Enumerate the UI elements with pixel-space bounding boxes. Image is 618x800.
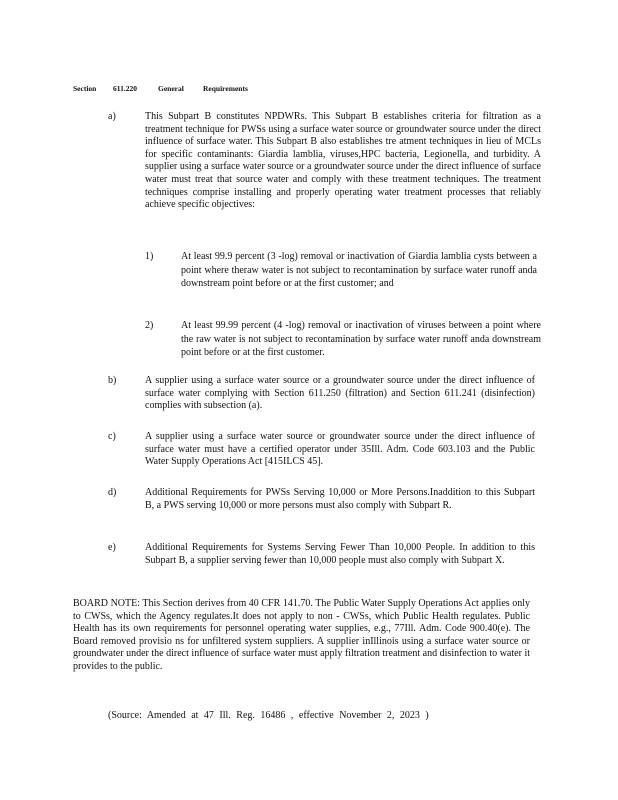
source-note: (Source: Amended at 47 Ill. Reg. 16486 , effective November 2, 2023 ) — [108, 710, 429, 721]
subsection-b-label: b) — [108, 375, 117, 386]
subsection-a-2-text: At least 99.99 percent (4 -log) removal or inactivation of viruses between a point where the raw water is not subject to recontamination by surface water runoff anda downstream point before or at the first customer. — [181, 320, 541, 359]
subsection-e-label: e) — [108, 542, 116, 553]
section-word: Section — [73, 84, 97, 93]
subsection-a-2-label: 2) — [145, 320, 154, 331]
section-number: 611.220 — [113, 84, 137, 93]
subsection-a-2 — [145, 319, 541, 360]
subsection-a — [108, 111, 541, 212]
subsection-c-label: c) — [108, 431, 116, 442]
subsection-a-label: a) — [108, 111, 116, 122]
subsection-d-text: Additional Requirements for PWSs Serving 10,000 or More Persons.Inaddition to this Subpart B, a PWS serving 10,000 or more persons must also comply with Subpart R. — [145, 487, 535, 511]
subsection-d — [108, 487, 535, 512]
board-note: BOARD NOTE: This Section derives from 40 CFR 141.70. The Public Water Supply Operations Act applies only to CWSs, which the Agency regulates.It does not apply to non - CWSs, which Public Health regulates. Public Health has its own requirements for personnel operating water supplies, e.g., 77Ill. Adm. Code 900.40(e). The Board removed provisio ns for unfiltered system suppliers. A supplier inIllinois using a surface water source or groundwater under the direct influence of surface water must apply filtration treatment and disinfection to water it provides to the public. — [73, 598, 530, 672]
subsection-a-1-text: At least 99.9 percent (3 -log) removal or inactivation of Giardia lamblia cysts between a point where theraw water is not subject to recontamination by surface water runoff anda downstream point before or at the first customer; and — [181, 251, 537, 290]
subsection-c-text: A supplier using a surface water source or groundwater source under the direct influence of surface water must have a certified operator under 35Ill. Adm. Code 603.103 and the Public Water Supply Operations Act [415ILCS 45]. — [145, 431, 535, 468]
subsection-e-text: Additional Requirements for Systems Serving Fewer Than 10,000 People. In addition to this Subpart B, a supplier serving fewer than 10,000 people must also comply with Subpart X. — [145, 542, 535, 566]
subsection-c — [108, 431, 535, 469]
subsection-a-1 — [145, 250, 537, 291]
section-title-word-2: Requirements — [203, 84, 248, 93]
subsection-b-text: A supplier using a surface water source or a groundwater source under the direct influence of surface water complying with Section 611.250 (filtration) and Section 611.241 (disinfection) complies with subsection (a). — [145, 375, 535, 412]
section-title-word-1: General — [158, 84, 184, 93]
subsection-a-1-label: 1) — [145, 251, 154, 262]
subsection-b — [108, 375, 535, 413]
subsection-e — [108, 542, 535, 567]
subsection-d-label: d) — [108, 487, 117, 498]
subsection-a-text: This Subpart B constitutes NPDWRs. This Subpart B establishes criteria for filtration as a treatment technique for PWSs using a surface water source or groundwater source under the direct influence of surface water. This Subpart B also establishes tre atment techniques in lieu of MCLs for specific contaminants: Giardia lamblia, viruses,HPC bacteria, Legionella, and turbidity. A supplier using a surface water source or a groundwater source under the direct influence of surface water must treat that source water and comply with these treatment techniques. The treatment techniques comprise installing and properly operating water treatment processes that reliably achieve specific objectives: — [145, 111, 541, 211]
